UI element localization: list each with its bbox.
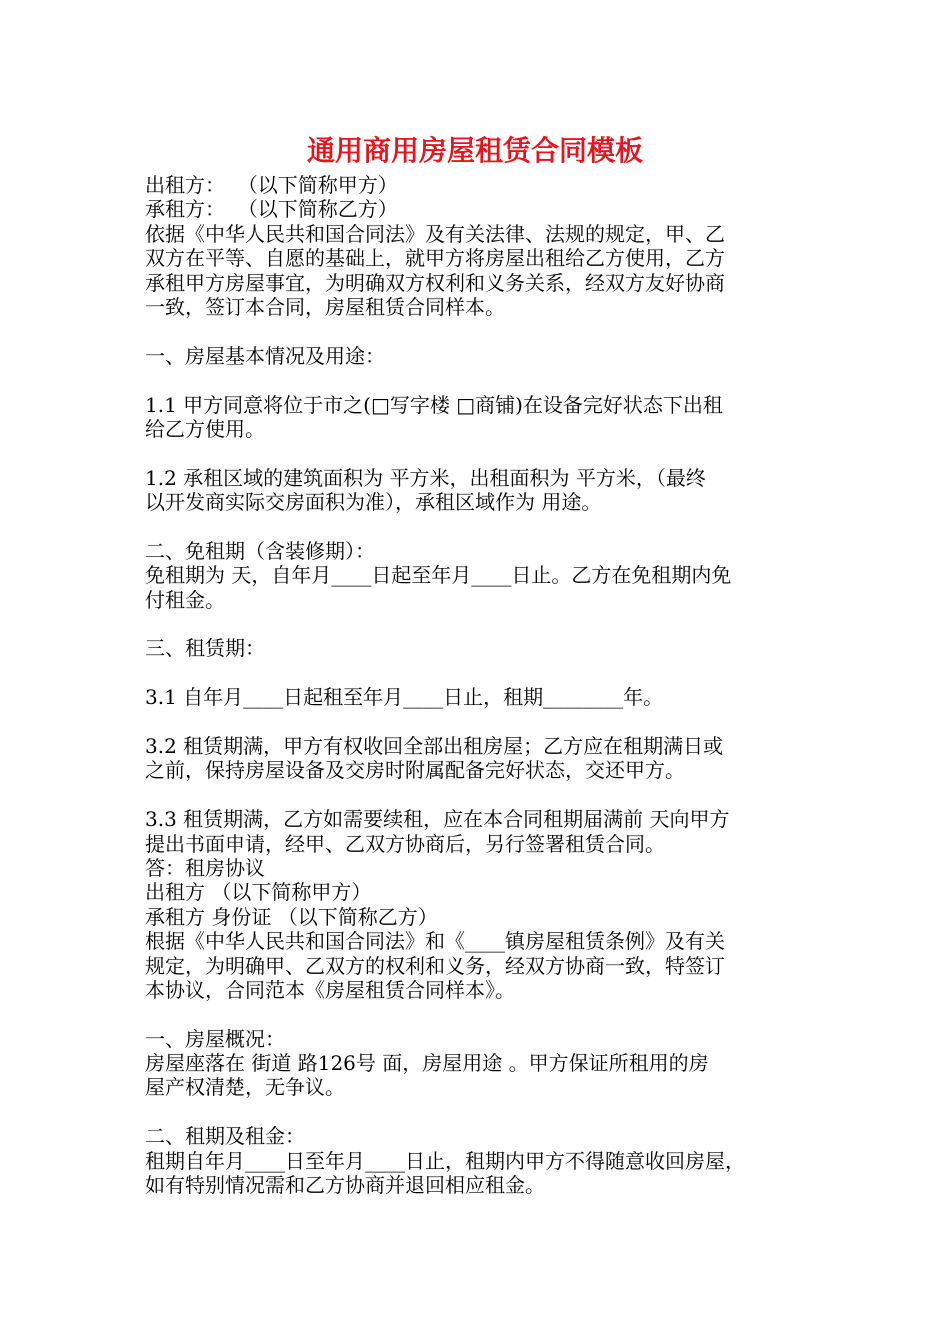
- text-line: 1.2 承租区域的建筑面积为 平方米，出租面积为 平方米，（最终: [145, 465, 706, 490]
- document-body: [145, 173, 825, 1197]
- text-line: 3.1 自年月____日起租至年月____日止，租期________年。: [145, 685, 664, 710]
- text-line: 本协议，合同范本《房屋租赁合同样本》。: [145, 977, 515, 1002]
- text-line: 依据《中华人民共和国合同法》及有关法律、法规的规定，甲、乙: [145, 221, 725, 246]
- text-line: 给乙方使用。: [145, 416, 265, 441]
- text-line: 如有特别情况需和乙方协商并退回相应租金。: [145, 1173, 545, 1198]
- text-line: 规定，为明确甲、乙双方的权利和义务，经双方协商一致，特签订: [145, 953, 725, 978]
- text-line: 出租方： （以下简称甲方）: [145, 173, 398, 197]
- blank-line: [145, 783, 825, 807]
- document-title: 通用商用房屋租赁合同模板: [306, 134, 643, 167]
- text-line: 二、租期及租金：: [145, 1124, 305, 1149]
- text-line: 之前，保持房屋设备及交房时附属配备完好状态，交还甲方。: [145, 758, 685, 783]
- blank-line: [145, 368, 825, 392]
- blank-line: [145, 441, 825, 465]
- text-line: 出租方 （以下简称甲方）: [145, 880, 372, 905]
- text-line: 一、房屋概况：: [145, 1026, 285, 1051]
- blank-line: [145, 514, 825, 538]
- blank-line: [145, 1002, 825, 1026]
- text-line: 1.1 甲方同意将位于市之(□写字楼 □商铺)在设备完好状态下出租: [145, 392, 723, 417]
- blank-line: [145, 1100, 825, 1124]
- text-line: 承租方 身份证 （以下简称乙方）: [145, 904, 438, 929]
- text-line: 承租甲方房屋事宜，为明确双方权利和义务关系，经双方友好协商: [145, 270, 725, 295]
- text-line: 一致，签订本合同，房屋租赁合同样本。: [145, 294, 505, 319]
- text-line: 承租方： （以下简称乙方）: [145, 197, 398, 222]
- text-line: 一、房屋基本情况及用途：: [145, 343, 385, 368]
- text-line: 3.2 租赁期满，甲方有权收回全部出租房屋；乙方应在租期满日或: [145, 733, 724, 758]
- text-line: 根据《中华人民共和国合同法》和《____镇房屋租赁条例》及有关: [145, 929, 725, 954]
- text-line: 屋产权清楚，无争议。: [145, 1075, 345, 1100]
- text-line: 双方在平等、自愿的基础上，就甲方将房屋出租给乙方使用，乙方: [145, 246, 725, 271]
- text-line: 三、租赁期：: [145, 636, 265, 661]
- blank-line: [145, 661, 825, 685]
- text-line: 答：租房协议: [145, 855, 265, 880]
- text-line: 提出书面申请，经甲、乙双方协商后，另行签署租赁合同。: [145, 831, 665, 856]
- text-line: 房屋座落在 街道 路126号 面，房屋用途 。甲方保证所租用的房: [145, 1051, 709, 1076]
- blank-line: [145, 612, 825, 636]
- blank-line: [145, 319, 825, 343]
- text-line: 付租金。: [145, 587, 225, 612]
- text-line: 二、免租期（含装修期）：: [145, 538, 375, 563]
- text-line: 以开发商实际交房面积为准），承租区域作为 用途。: [145, 490, 602, 515]
- text-line: 3.3 租赁期满，乙方如需要续租，应在本合同租期届满前 天向甲方: [145, 807, 730, 832]
- text-line: 免租期为 天，自年月____日起至年月____日止。乙方在免租期内免: [145, 563, 732, 588]
- blank-line: [145, 710, 825, 734]
- text-line: 租期自年月____日至年月____日止，租期内甲方不得随意收回房屋，: [145, 1148, 745, 1173]
